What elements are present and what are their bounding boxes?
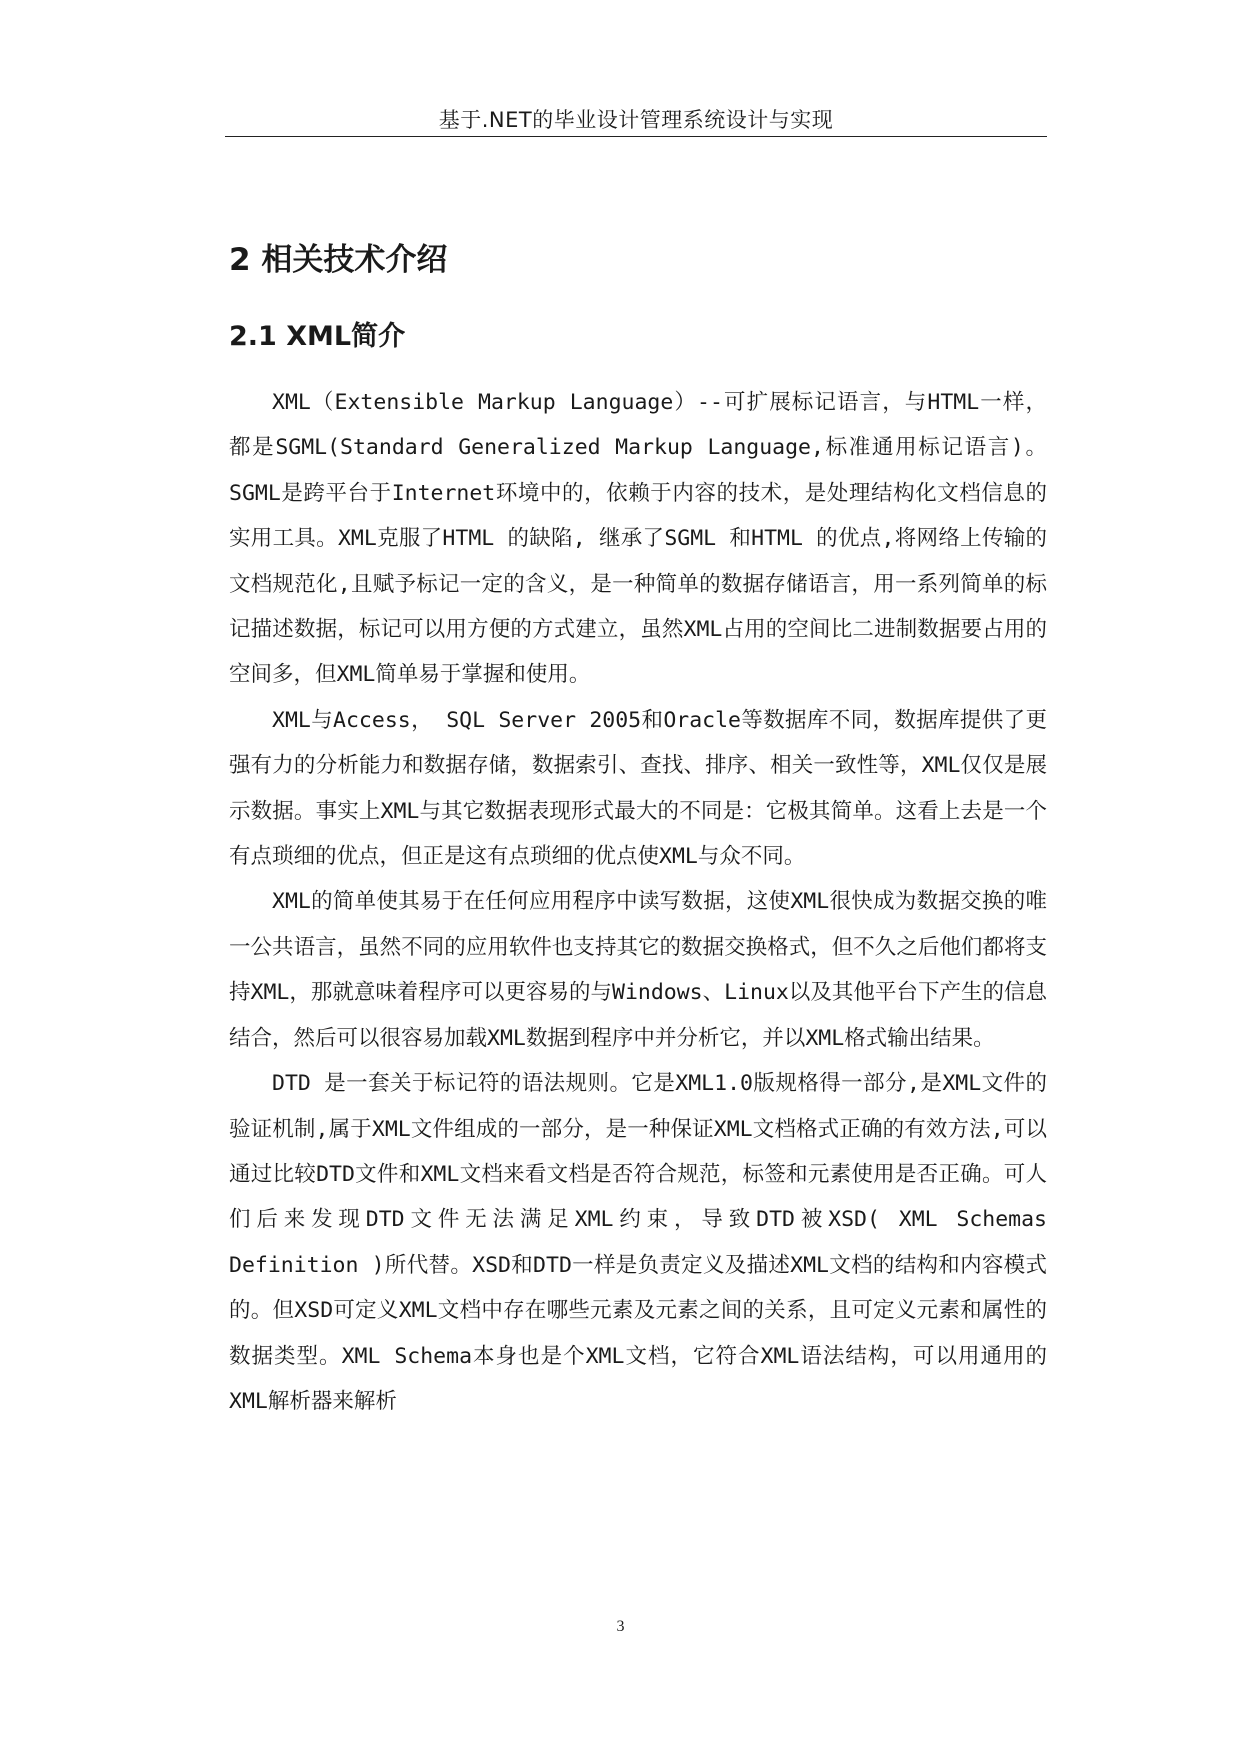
body-text [229, 380, 1047, 1424]
page-number: 3 [616, 1618, 625, 1635]
paragraph: XML（Extensible Markup Language）--可扩展标记语言，与HTML一样，都是SGML(Standard Generalized Markup Language,标准通用标记语言)。SGML是跨平台于Internet环境中的，依赖于内容的技术，是处理结构化文档信息的实用工具。XML克服了HTML 的缺陷, 继承了SGML 和HTML 的优点,将网络上传输的文档规范化,且赋予标记一定的含义，是一种简单的数据存储语言，用一系列简单的标记描述数据，标记可以用方便的方式建立，虽然XML占用的空间比二进制数据要占用的空间多，但XML简单易于掌握和使用。 [229, 390, 1047, 688]
paragraph: XML的简单使其易于在任何应用程序中读写数据，这使XML很快成为数据交换的唯一公共语言，虽然不同的应用软件也支持其它的数据交换格式，但不久之后他们都将支持XML，那就意味着程序可以更容易的与Windows、Linux以及其他平台下产生的信息结合，然后可以很容易加载XML数据到程序中并分析它，并以XML格式输出结果。 [229, 889, 1047, 1051]
chapter-title: 2 相关技术介绍 [229, 242, 448, 278]
paragraph: DTD 是一套关于标记符的语法规则。它是XML1.0版规格得一部分,是XML文件的验证机制,属于XML文件组成的一部分，是一种保证XML文档格式正确的有效方法,可以通过比较DTD文件和XML文档来看文档是否符合规范，标签和元素使用是否正确。可人们后来发现DTD文件无法满足XML约束，导致DTD被XSD( XML Schemas Definition )所代替。XSD和DTD一样是负责定义及描述XML文档的结构和内容模式的。但XSD可定义XML文档中存在哪些元素及元素之间的关系，且可定义元素和属性的数据类型。XML Schema本身也是个XML文档，它符合XML语法结构，可以用通用的XML解析器来解析 [229, 1071, 1047, 1414]
header-rule [225, 136, 1047, 137]
section-title: 2.1 XML简介 [229, 321, 406, 352]
running-header: 基于.NET的毕业设计管理系统设计与实现 [438, 108, 834, 132]
paragraph: XML与Access， SQL Server 2005和Oracle等数据库不同，数据库提供了更强有力的分析能力和数据存储，数据索引、查找、排序、相关一致性等，XML仅仅是展示数据。事实上XML与其它数据表现形式最大的不同是：它极其简单。这看上去是一个有点琐细的优点，但正是这有点琐细的优点使XML与众不同。 [229, 707, 1047, 870]
